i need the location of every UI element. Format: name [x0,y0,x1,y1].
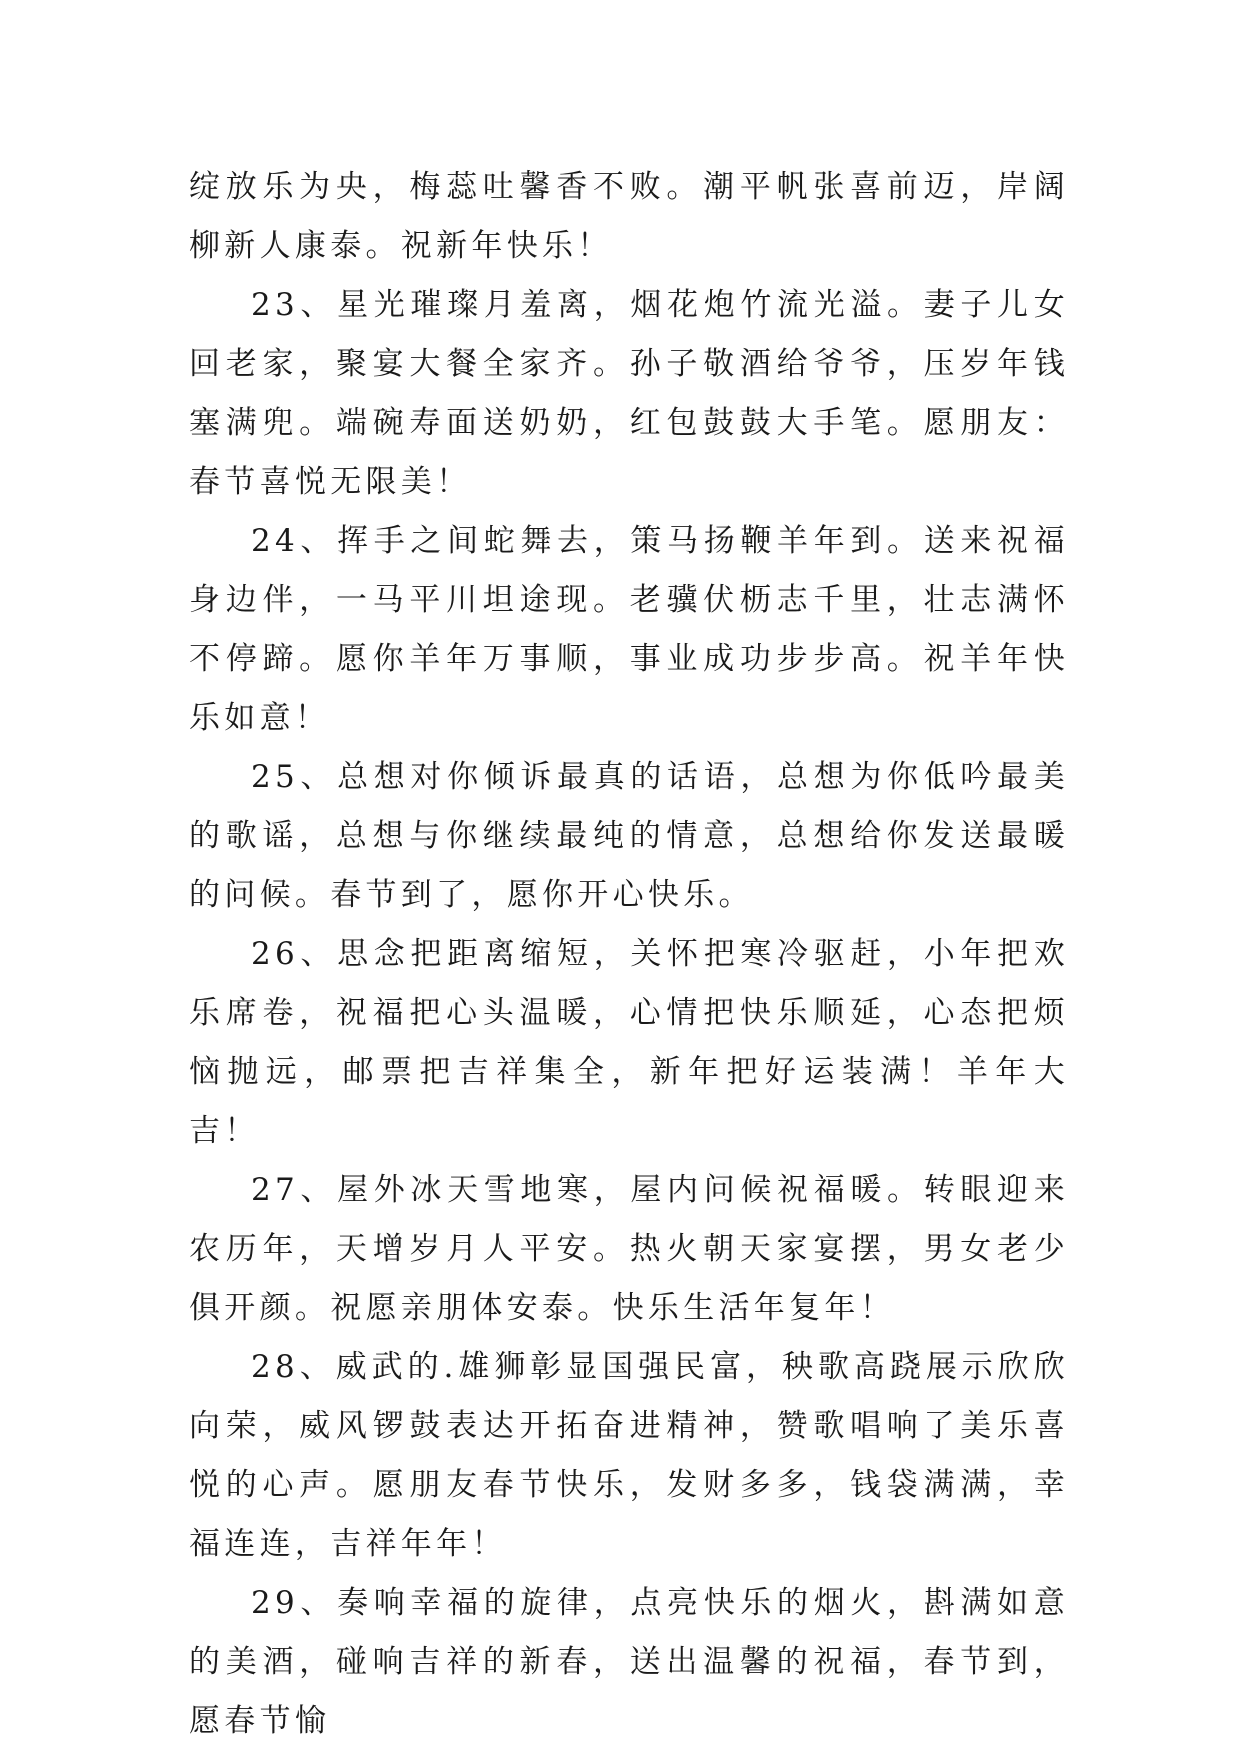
paragraph-27: 27、屋外冰天雪地寒，屋内问候祝福暖。转眼迎来农历年，天增岁月人平安。热火朝天家宴摆，男女老少俱开颜。祝愿亲朋体安泰。快乐生活年复年！ [189,1172,1069,1326]
paragraph-24: 24、挥手之间蛇舞去，策马扬鞭羊年到。送来祝福身边伴，一马平川坦途现。老骥伏枥志千里，壮志满怀不停蹄。愿你羊年万事顺，事业成功步步高。祝羊年快乐如意！ [189,523,1069,736]
paragraph-28: 28、威武的.雄狮彰显国强民富，秧歌高跷展示欣欣向荣，威风锣鼓表达开拓奋进精神，赞歌唱响了美乐喜悦的心声。愿朋友春节快乐，发财多多，钱袋满满，幸福连连，吉祥年年！ [189,1349,1069,1562]
paragraph-29: 29、奏响幸福的旋律，点亮快乐的烟火，斟满如意的美酒，碰响吉祥的新春，送出温馨的祝福，春节到，愿春节愉 [189,1585,1069,1739]
paragraph-25: 25、总想对你倾诉最真的话语，总想为你低吟最美的歌谣，总想与你继续最纯的情意，总想给你发送最暖的问候。春节到了，愿你开心快乐。 [189,759,1069,913]
paragraph-23: 23、星光璀璨月羞离，烟花炮竹流光溢。妻子儿女回老家，聚宴大餐全家齐。孙子敬酒给爷爷，压岁年钱塞满兜。端碗寿面送奶奶，红包鼓鼓大手笔。愿朋友：春节喜悦无限美！ [189,287,1069,500]
paragraph-continuation: 绽放乐为央，梅蕊吐馨香不败。潮平帆张喜前迈，岸阔柳新人康泰。祝新年快乐！ [189,169,1069,264]
paragraph-26: 26、思念把距离缩短，关怀把寒冷驱赶，小年把欢乐席卷，祝福把心头温暖，心情把快乐顺延，心态把烦恼抛远，邮票把吉祥集全，新年把好运装满！羊年大吉！ [189,936,1069,1149]
document-body [189,158,1069,1751]
